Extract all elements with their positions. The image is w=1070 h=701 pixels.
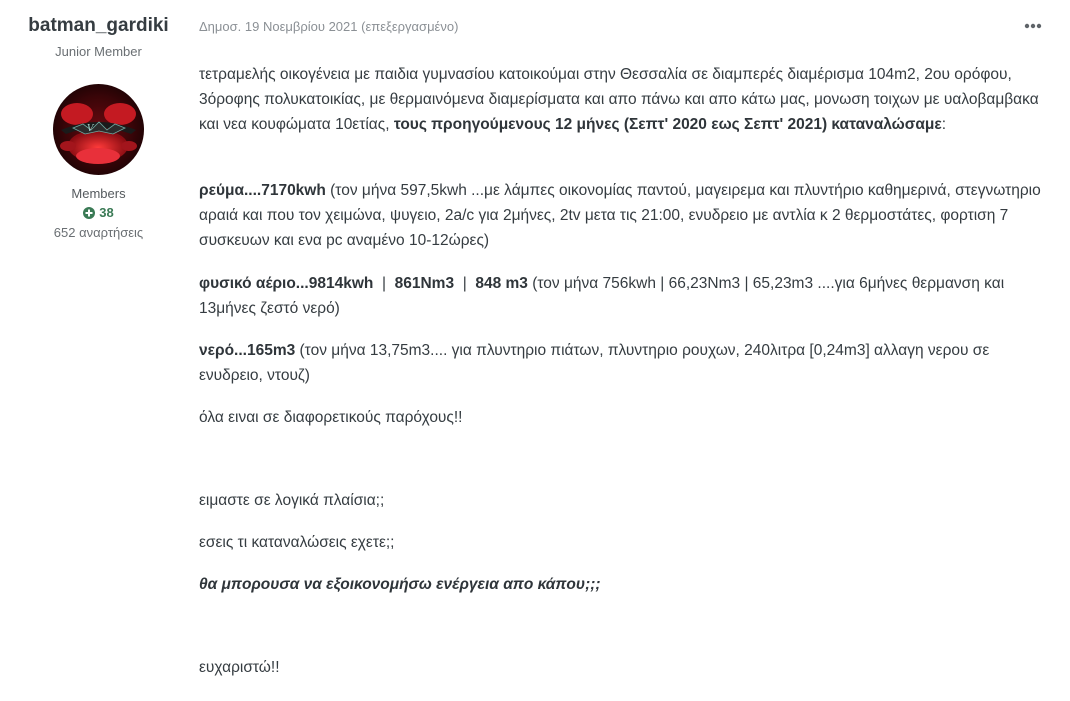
paragraph-question-3: θα μπορουσα να εξοικονομήσω ενέργεια απο κάπου;;; [199, 576, 601, 593]
gas-details: (τον μήνα 756kwh | 66,23Nm3 | 65,23m3 ....για 6μήνες θερμανση και 13μήνες ζεστό νερό) [199, 275, 1005, 317]
paragraph-thanks: ευχαριστώ!! [199, 659, 280, 676]
post-meta [199, 19, 458, 34]
post-date[interactable]: Δημοσ. 19 Νοεμβρίου 2021 [199, 19, 358, 34]
reputation-count: 38 [99, 205, 114, 220]
author-title: Junior Member [55, 44, 142, 59]
avatar-image [53, 84, 144, 175]
reputation-badge[interactable] [0, 205, 197, 220]
paragraph-water [199, 338, 1055, 388]
electricity-total: ρεύμα....7170kwh [199, 182, 326, 199]
colon: : [941, 116, 947, 133]
paragraph-household [199, 62, 1055, 137]
separator: | [454, 275, 476, 292]
gas-m3: 848 m3 [475, 275, 528, 292]
avatar[interactable] [53, 84, 144, 175]
household-text: τετραμελής οικογένεια με παιδια γυμνασίου κατοικούμαι στην Θεσσαλία σε διαμπερές διαμέρισμα 104m2, 2ου ορόφου, 3όροφης πολυκατοικίας, με θερμαινόμενα διαμερίσματα και απο πάνω και απο κάτω μας, μονωση τοιχων με υαλοβαμβακα και νεα κουφώματα 10ετίας, [199, 66, 1039, 133]
paragraph-gas [199, 271, 1055, 321]
edited-indicator: (επεξεργασμένο) [361, 19, 459, 34]
svg-text:V: V [87, 124, 94, 134]
author-name-link[interactable]: batman_gardiki [28, 15, 169, 36]
separator: | [373, 275, 395, 292]
water-total: νερό...165m3 [199, 342, 296, 359]
more-options-button[interactable] [1022, 18, 1044, 34]
electricity-details: (τον μήνα 597,5kwh ...με λάμπες οικονομίας παντού, μαγειρεμα και πλυντήριο καθημερινά, στεγνωτηριο αραιά και που τον χειμώνα, ψυγειο, 2a/c για 2μήνες, 2tv μετα τις 21:00, ενυδρειο με αντλία κ 2 θερμοστάτες, φορτιση 7 συσκευων και ενα pc αναμένο 10-12ώρες) [199, 182, 1041, 249]
paragraph-question-2: εσεις τι καταναλώσεις εχετε;; [199, 534, 395, 551]
post-count: 652 αναρτήσεις [53, 225, 144, 240]
consumption-period: τους προηγούμενους 12 μήνες (Σεπτ' 2020 εως Σεπτ' 2021) καταναλώσαμε [393, 116, 942, 133]
member-group: Members [71, 186, 126, 201]
paragraph-providers: όλα ειναι σε διαφορετικούς παρόχους!! [199, 409, 463, 426]
gas-kwh: φυσικό αέριο...9814kwh [199, 275, 374, 292]
paragraph-electricity [199, 178, 1055, 253]
paragraph-question-1: ειμαστε σε λογικά πλαίσια;; [199, 492, 385, 509]
gas-nm3: 861Nm3 [394, 275, 455, 292]
water-details: (τον μήνα 13,75m3.... για πλυντηριο πιάτων, πλυντηριο ρουχων, 240λιτρα [0,24m3] αλλαγη νερου σε ενυδρειο, ντουζ) [199, 342, 990, 384]
plus-circle-icon [83, 207, 95, 219]
ellipsis-icon [1024, 23, 1042, 29]
